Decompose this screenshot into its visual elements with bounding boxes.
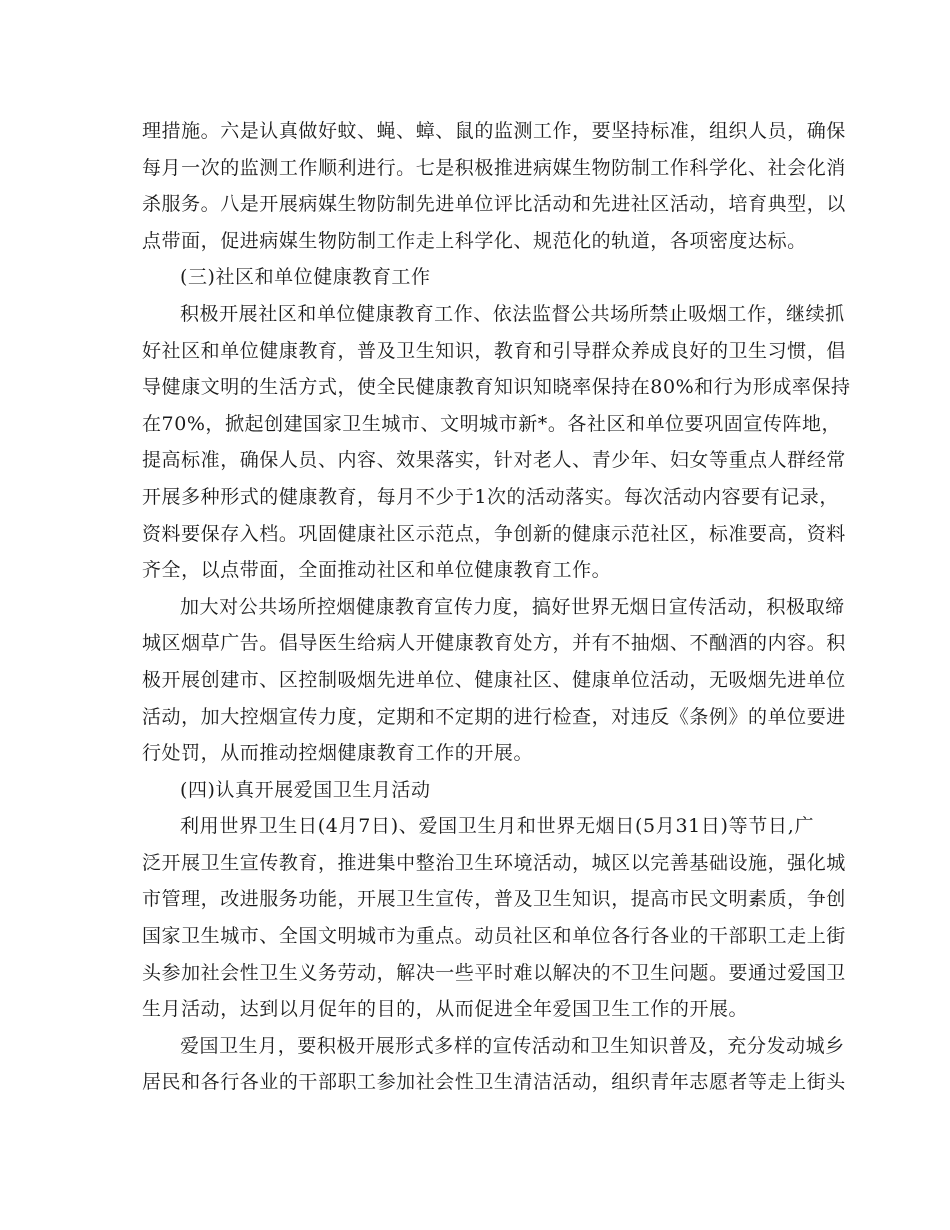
text-line: 国家卫生城市、全国文明城市为重点。动员社区和单位各行各业的干部职工走上街 [142,925,846,948]
paragraph-health-month-mobilization [142,1028,846,1101]
text-line: 城区烟草广告。倡导医生给病人开健康教育处方，并有不抽烟、不酗酒的内容。积 [142,632,846,655]
heading-text: (三)社区和单位健康教育工作 [180,266,431,289]
text-line: 每月一次的监测工作顺利进行。七是积极推进病媒生物防制工作科学化、社会化消 [142,156,846,179]
text-line: 加大对公共场所控烟健康教育宣传力度，搞好世界无烟日宣传活动，积极取缔 [180,595,845,618]
text-line: 生月活动，达到以月促年的目的，从而促进全年爱国卫生工作的开展。 [142,998,749,1021]
text-line: 点带面，促进病媒生物防制工作走上科学化、规范化的轨道，各项密度达标。 [142,229,807,252]
text-line: 开展多种形式的健康教育，每月不少于1次的活动落实。每次活动内容要有记录， [142,485,839,508]
document-body [142,113,851,1101]
text-line: 导健康文明的生活方式，使全民健康教育知识知晓率保持在80%和行为形成率保持 [142,376,851,399]
text-line: 利用世界卫生日(4月7日)、爱国卫生月和世界无烟日(5月31日)等节日,广 [180,815,814,838]
text-line: 活动，加大控烟宣传力度，定期和不定期的进行检查，对违反《条例》的单位要进 [142,705,846,728]
paragraph-pest-monitoring [142,113,846,259]
paragraph-health-education [142,296,851,589]
text-line: 在70%，掀起创建国家卫生城市、文明城市新*。各社区和单位要巩固宣传阵地， [142,412,842,435]
text-line: 好社区和单位健康教育，普及卫生知识，教育和引导群众养成良好的卫生习惯，倡 [142,339,846,362]
paragraph-health-month-activities [142,808,846,1028]
text-line: 理措施。六是认真做好蚊、蝇、蟑、鼠的监测工作，要坚持标准，组织人员，确保 [142,120,846,142]
heading-text: (四)认真开展爱国卫生月活动 [180,778,431,801]
text-line: 市管理，改进服务功能，开展卫生宣传，普及卫生知识，提高市民文明素质，争创 [142,888,846,911]
text-line: 积极开展社区和单位健康教育工作、依法监督公共场所禁止吸烟工作，继续抓 [180,302,845,325]
section-heading-patriotic-health-month [142,772,814,809]
paragraph-tobacco-control [142,589,846,772]
section-heading-health-education [142,259,814,296]
text-line: 爱国卫生月，要积极开展形式多样的宣传活动和卫生知识普及，充分发动城乡 [180,1034,845,1057]
text-line: 提高标准，确保人员、内容、效果落实，针对老人、青少年、妇女等重点人群经常 [142,449,846,472]
text-line: 齐全，以点带面，全面推动社区和单位健康教育工作。 [142,559,612,582]
text-line: 资料要保存入档。巩固健康社区示范点，争创新的健康示范社区，标准要高，资料 [142,522,846,545]
text-line: 极开展创建市、区控制吸烟先进单位、健康社区、健康单位活动，无吸烟先进单位 [142,668,846,691]
text-line: 居民和各行各业的干部职工参加社会性卫生清洁活动，组织青年志愿者等走上街头 [142,1071,846,1094]
text-line: 杀服务。八是开展病媒生物防制先进单位评比活动和先进社区活动，培育典型，以 [142,193,846,216]
text-line: 泛开展卫生宣传教育，推进集中整治卫生环境活动，城区以完善基础设施，强化城 [142,851,846,874]
text-line: 头参加社会性卫生义务劳动，解决一些平时难以解决的不卫生问题。要通过爱国卫 [142,961,846,984]
text-line: 行处罚，从而推动控烟健康教育工作的开展。 [142,742,534,765]
